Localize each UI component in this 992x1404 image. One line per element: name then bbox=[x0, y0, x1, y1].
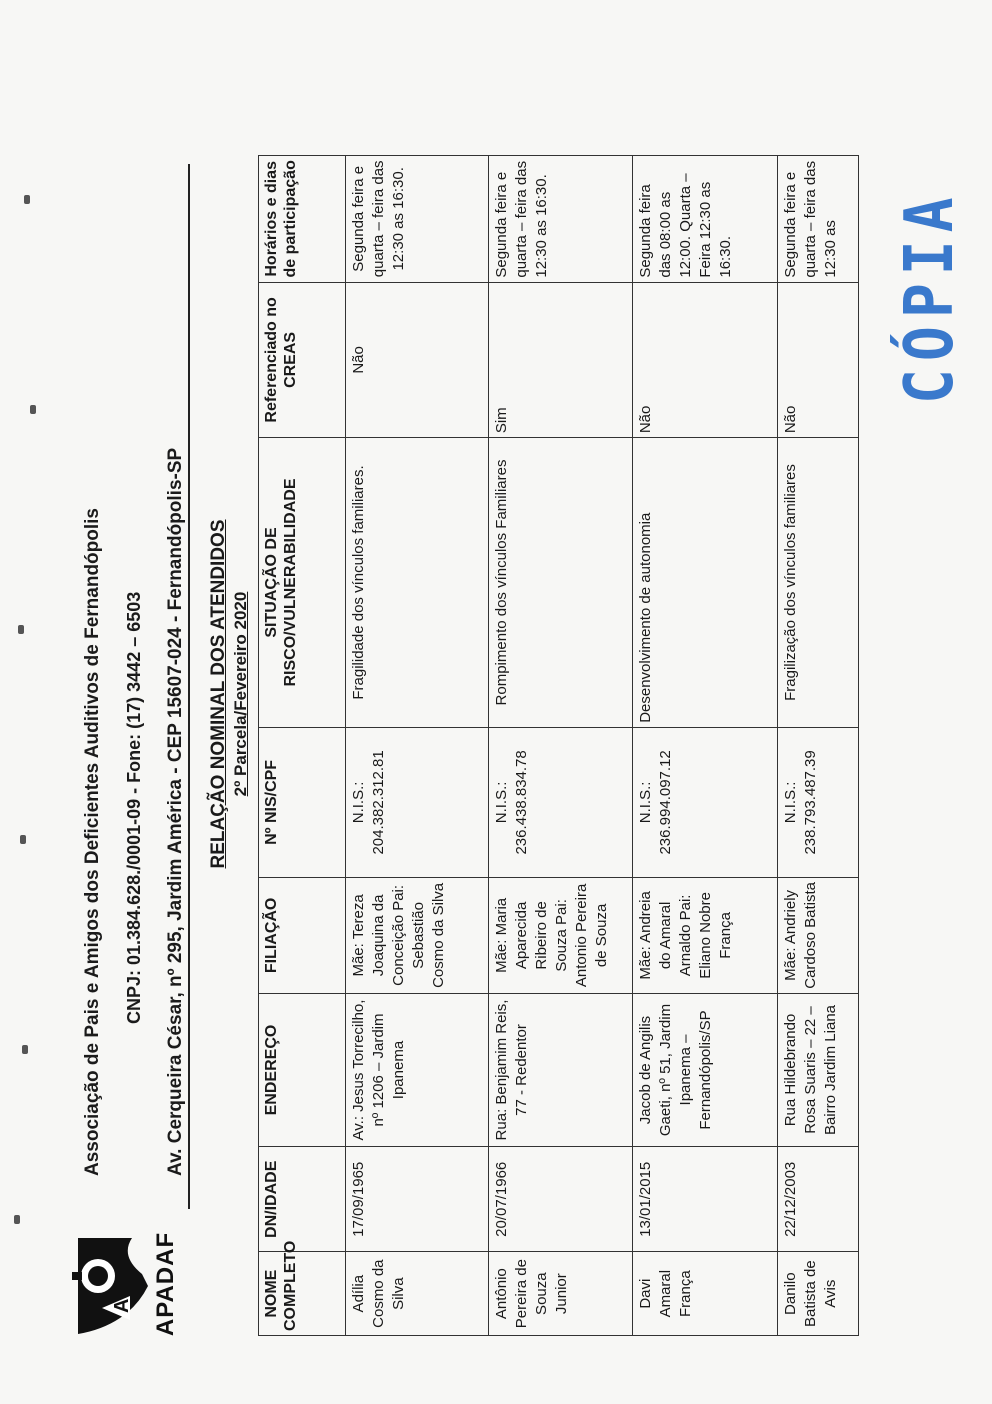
cnpj-phone: CNPJ: 01.384.628./0001-09 - Fone: (17) 3442 – 6503 bbox=[124, 591, 144, 1024]
cell-nome: Davi Amaral França bbox=[633, 1252, 778, 1336]
logo-text: APADAF bbox=[152, 1231, 179, 1337]
scan-speck bbox=[24, 195, 30, 204]
table-row bbox=[346, 156, 489, 1336]
cell-dn: 22/12/2003 bbox=[778, 1147, 859, 1252]
header-endereco: ENDEREÇO bbox=[259, 993, 346, 1146]
cell-horarios: Segunda feira e quarta – feira das 12:30 as bbox=[778, 156, 859, 283]
header-horarios: Horários e dias de participação bbox=[259, 156, 346, 283]
header-divider bbox=[188, 164, 190, 1209]
cell-filiacao: Mãe: Maria Aparecida Ribeiro de Souza Pai: Antonio Pereira de Souza bbox=[489, 877, 633, 993]
cell-horarios: Segunda feira e quarta – feira das 12:30 as 16:30. bbox=[346, 156, 489, 283]
cell-dn: 13/01/2015 bbox=[633, 1147, 778, 1252]
cell-filiacao: Mãe: Andreia do Amaral Arnaldo Pai: Eliano Nobre França bbox=[633, 877, 778, 993]
cell-nis: N.I.S.: 238.793.487.39 bbox=[778, 727, 859, 877]
header-nome: NOME COMPLETO bbox=[259, 1252, 346, 1336]
cell-nome: Danilo Batista de Avis bbox=[778, 1252, 859, 1336]
header-nis: Nº NIS/CPF bbox=[259, 727, 346, 877]
svg-text:A: A bbox=[111, 1298, 133, 1313]
cell-endereco: Rua: Benjamim Reis, 77 - Redentor bbox=[489, 993, 633, 1146]
cell-dn: 17/09/1965 bbox=[346, 1147, 489, 1252]
header-creas: Referenciado no CREAS bbox=[259, 282, 346, 438]
org-address: Av. Cerqueira César, nº 295, Jardim América - CEP 15607-024 - Fernandópolis-SP bbox=[165, 447, 186, 1176]
cell-horarios: Segunda feira e quarta – feira das 12:30 as 16:30. bbox=[489, 156, 633, 283]
cell-creas: Não bbox=[633, 282, 778, 438]
cell-situacao: Desenvolvimento de autonomia bbox=[633, 438, 778, 728]
cell-nis: N.I.S.: 204.382.312.81 bbox=[346, 727, 489, 877]
org-name: Associação de Pais e Amigos dos Deficientes Auditivos de Fernandópolis bbox=[82, 508, 103, 1176]
cell-nis: N.I.S.: 236.994.097.12 bbox=[633, 727, 778, 877]
cell-creas: Não bbox=[346, 282, 489, 438]
cell-endereco: Jacob de Angilis Gaeti, nº 51, Jardim Ipanema – Fernandópolis/SP bbox=[633, 993, 778, 1146]
copia-stamp: CÓPIA bbox=[889, 189, 969, 404]
scan-speck bbox=[18, 625, 24, 634]
document-title bbox=[208, 404, 251, 984]
cell-situacao: Fragilização dos vínculos familiares bbox=[778, 438, 859, 728]
scan-speck bbox=[14, 1215, 20, 1224]
title-line-1: RELAÇÃO NOMINAL DOS ATENDIDOS bbox=[208, 519, 229, 869]
cell-endereco: Av.: Jesus Torrecilho, nº 1206 – Jardim Ipanema bbox=[346, 993, 489, 1146]
cell-nis: N.I.S.: 236.438.834.78 bbox=[489, 727, 633, 877]
scan-speck bbox=[30, 405, 36, 414]
table-header-row bbox=[259, 156, 346, 1336]
table-row bbox=[778, 156, 859, 1336]
header-dn: DN/IDADE bbox=[259, 1147, 346, 1252]
table-row bbox=[633, 156, 778, 1336]
title-line-2: 2º Parcela/Fevereiro 2020 bbox=[231, 591, 250, 797]
apadaf-logo bbox=[72, 1224, 182, 1344]
cell-situacao: Fragilidade dos vínculos familiares. bbox=[346, 438, 489, 728]
attendees-table bbox=[258, 155, 859, 1336]
cell-filiacao: Mãe: Tereza Joaquina da Conceição Pai: Sebastião Cosmo da Silva bbox=[346, 877, 489, 993]
table-row bbox=[489, 156, 633, 1336]
cell-creas: Sim bbox=[489, 282, 633, 438]
cell-horarios: Segunda feira das 08:00 as 12:00. Quarta – Feira 12:30 as 16:30. bbox=[633, 156, 778, 283]
ear-logo-icon bbox=[72, 1236, 150, 1336]
cell-nome: Antônio Pereira de Souza Junior bbox=[489, 1252, 633, 1336]
header-situacao: SITUAÇÃO DE RISCO/VULNERABILIDADE bbox=[259, 438, 346, 728]
scan-speck bbox=[20, 835, 26, 844]
cell-filiacao: Mãe: Andriely Cardoso Batista bbox=[778, 877, 859, 993]
cell-situacao: Rompimento dos vínculos Familiares bbox=[489, 438, 633, 728]
cell-creas: Não bbox=[778, 282, 859, 438]
cell-nome: Adília Cosmo da Silva bbox=[346, 1252, 489, 1336]
cell-dn: 20/07/1966 bbox=[489, 1147, 633, 1252]
scan-speck bbox=[22, 1045, 28, 1054]
header-filiacao: FILIAÇÃO bbox=[259, 877, 346, 993]
cell-endereco: Rua Hildebrando Rosa Suaris – 22 – Bairro Jardim Liana bbox=[778, 993, 859, 1146]
